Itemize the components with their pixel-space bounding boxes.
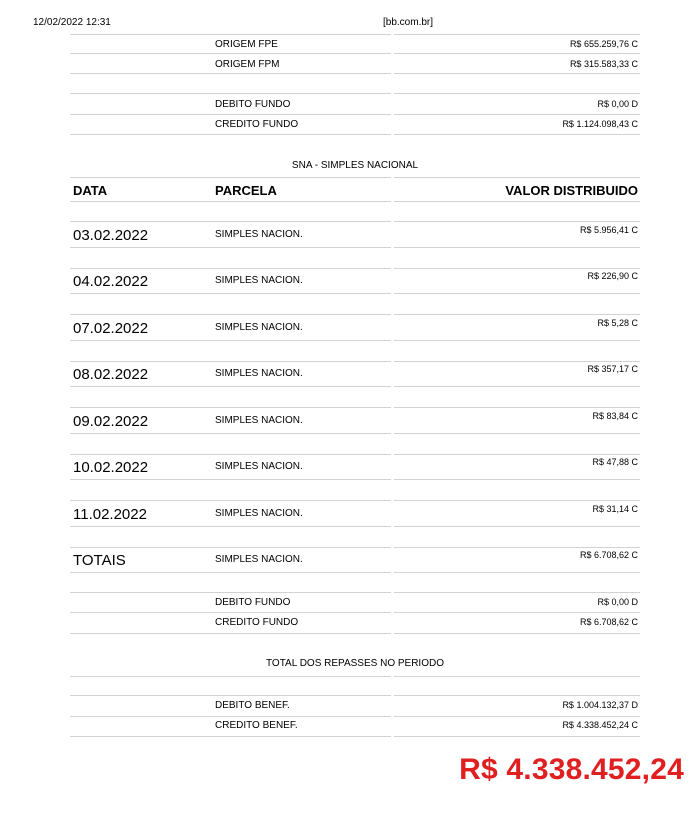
row-divider — [394, 134, 640, 135]
credito-fundo-label: CREDITO FUNDO — [215, 119, 299, 130]
row-divider — [394, 177, 640, 178]
highlight-total-amount: R$ 4.338.452,24 — [459, 753, 684, 786]
row-divider — [394, 407, 640, 408]
row-divider — [394, 268, 640, 269]
row-divider — [394, 433, 640, 434]
row-divider — [70, 526, 391, 527]
table-row-value: R$ 83,84 C — [592, 411, 638, 421]
row-divider — [394, 53, 640, 54]
row-divider — [394, 716, 640, 717]
table-row-date: 10.02.2022 — [73, 459, 149, 476]
debito-fundo-value: R$ 0,00 D — [597, 597, 638, 607]
col-header-value: VALOR DISTRIBUIDO — [505, 183, 638, 198]
table-row-parcel: SIMPLES NACION. — [215, 275, 303, 286]
credito-benef-label: CREDITO BENEF. — [215, 720, 298, 731]
table-row-date: 11.02.2022 — [73, 506, 147, 523]
row-divider — [394, 676, 640, 677]
credito-fundo-value: R$ 1.124.098,43 C — [562, 119, 638, 129]
table-row-date: 03.02.2022 — [73, 227, 149, 244]
row-divider — [70, 386, 391, 387]
row-divider — [394, 386, 640, 387]
row-divider — [70, 114, 391, 115]
row-divider — [70, 454, 391, 455]
row-divider — [394, 592, 640, 593]
row-divider — [394, 695, 640, 696]
debito-fundo-label: DEBITO FUNDO — [215, 99, 291, 110]
credito-fundo-label: CREDITO FUNDO — [215, 617, 299, 628]
row-divider — [394, 361, 640, 362]
row-divider — [394, 572, 640, 573]
totals-label: TOTAIS — [73, 552, 126, 569]
debito-benef-value: R$ 1.004.132,37 D — [562, 700, 638, 710]
total-period-title: TOTAL DOS REPASSES NO PERIODO — [265, 658, 444, 669]
table-row-parcel: SIMPLES NACION. — [215, 229, 303, 240]
row-divider — [394, 293, 640, 294]
table-row-value: R$ 5.956,41 C — [579, 225, 638, 235]
col-header-date: DATA — [73, 183, 108, 198]
debito-benef-label: DEBITO BENEF. — [215, 700, 290, 711]
table-row-value: R$ 5,28 C — [597, 318, 638, 328]
row-divider — [394, 201, 640, 202]
row-divider — [70, 716, 391, 717]
row-divider — [394, 612, 640, 613]
col-header-parcel: PARCELA — [215, 183, 277, 198]
row-divider — [70, 268, 391, 269]
row-divider — [70, 314, 391, 315]
row-divider — [394, 93, 640, 94]
row-divider — [70, 736, 391, 737]
row-divider — [394, 500, 640, 501]
row-divider — [394, 221, 640, 222]
row-divider — [394, 633, 640, 634]
table-row-value: R$ 226,90 C — [587, 271, 638, 281]
row-divider — [70, 134, 391, 135]
row-divider — [70, 361, 391, 362]
row-divider — [70, 500, 391, 501]
row-divider — [70, 592, 391, 593]
row-divider — [394, 526, 640, 527]
row-divider — [394, 454, 640, 455]
table-row-parcel: SIMPLES NACION. — [215, 368, 303, 379]
print-source: [bb.com.br] — [383, 17, 434, 28]
row-divider — [70, 93, 391, 94]
row-divider — [70, 201, 391, 202]
table-row-parcel: SIMPLES NACION. — [215, 322, 303, 333]
row-divider — [70, 53, 391, 54]
row-divider — [70, 547, 391, 548]
print-datetime: 12/02/2022 12:31 — [33, 17, 111, 28]
row-divider — [70, 247, 391, 248]
row-divider — [394, 340, 640, 341]
row-divider — [70, 340, 391, 341]
row-divider — [394, 479, 640, 480]
origem-fpm-label: ORIGEM FPM — [215, 59, 280, 70]
row-divider — [394, 114, 640, 115]
row-divider — [394, 547, 640, 548]
row-divider — [70, 293, 391, 294]
debito-fundo-label: DEBITO FUNDO — [215, 597, 291, 608]
table-row-value: R$ 357,17 C — [587, 364, 638, 374]
row-divider — [394, 314, 640, 315]
sna-section-title: SNA - SIMPLES NACIONAL — [291, 160, 419, 171]
row-divider — [70, 479, 391, 480]
totals-parcel: SIMPLES NACION. — [215, 554, 303, 565]
row-divider — [70, 676, 391, 677]
credito-benef-value: R$ 4.338.452,24 C — [562, 720, 638, 730]
table-row-parcel: SIMPLES NACION. — [215, 508, 303, 519]
row-divider — [70, 34, 391, 35]
row-divider — [70, 433, 391, 434]
table-row-value: R$ 47,88 C — [592, 457, 638, 467]
row-divider — [70, 695, 391, 696]
debito-fundo-value: R$ 0,00 D — [597, 99, 638, 109]
row-divider — [70, 407, 391, 408]
table-row-date: 08.02.2022 — [73, 366, 149, 383]
origem-fpe-label: ORIGEM FPE — [215, 39, 278, 50]
table-row-date: 04.02.2022 — [73, 273, 149, 290]
row-divider — [70, 572, 391, 573]
row-divider — [394, 736, 640, 737]
row-divider — [394, 247, 640, 248]
table-row-parcel: SIMPLES NACION. — [215, 461, 303, 472]
row-divider — [70, 73, 391, 74]
table-row-parcel: SIMPLES NACION. — [215, 415, 303, 426]
row-divider — [70, 633, 391, 634]
row-divider — [394, 34, 640, 35]
credito-fundo-value: R$ 6.708,62 C — [579, 617, 638, 627]
row-divider — [394, 73, 640, 74]
table-row-date: 07.02.2022 — [73, 320, 149, 337]
totals-value: R$ 6.708,62 C — [579, 550, 638, 560]
origem-fpe-value: R$ 655.259,76 C — [569, 39, 638, 49]
row-divider — [70, 612, 391, 613]
row-divider — [70, 177, 391, 178]
origem-fpm-value: R$ 315.583,33 C — [569, 59, 638, 69]
row-divider — [70, 221, 391, 222]
table-row-value: R$ 31,14 C — [592, 504, 638, 514]
table-row-date: 09.02.2022 — [73, 413, 149, 430]
